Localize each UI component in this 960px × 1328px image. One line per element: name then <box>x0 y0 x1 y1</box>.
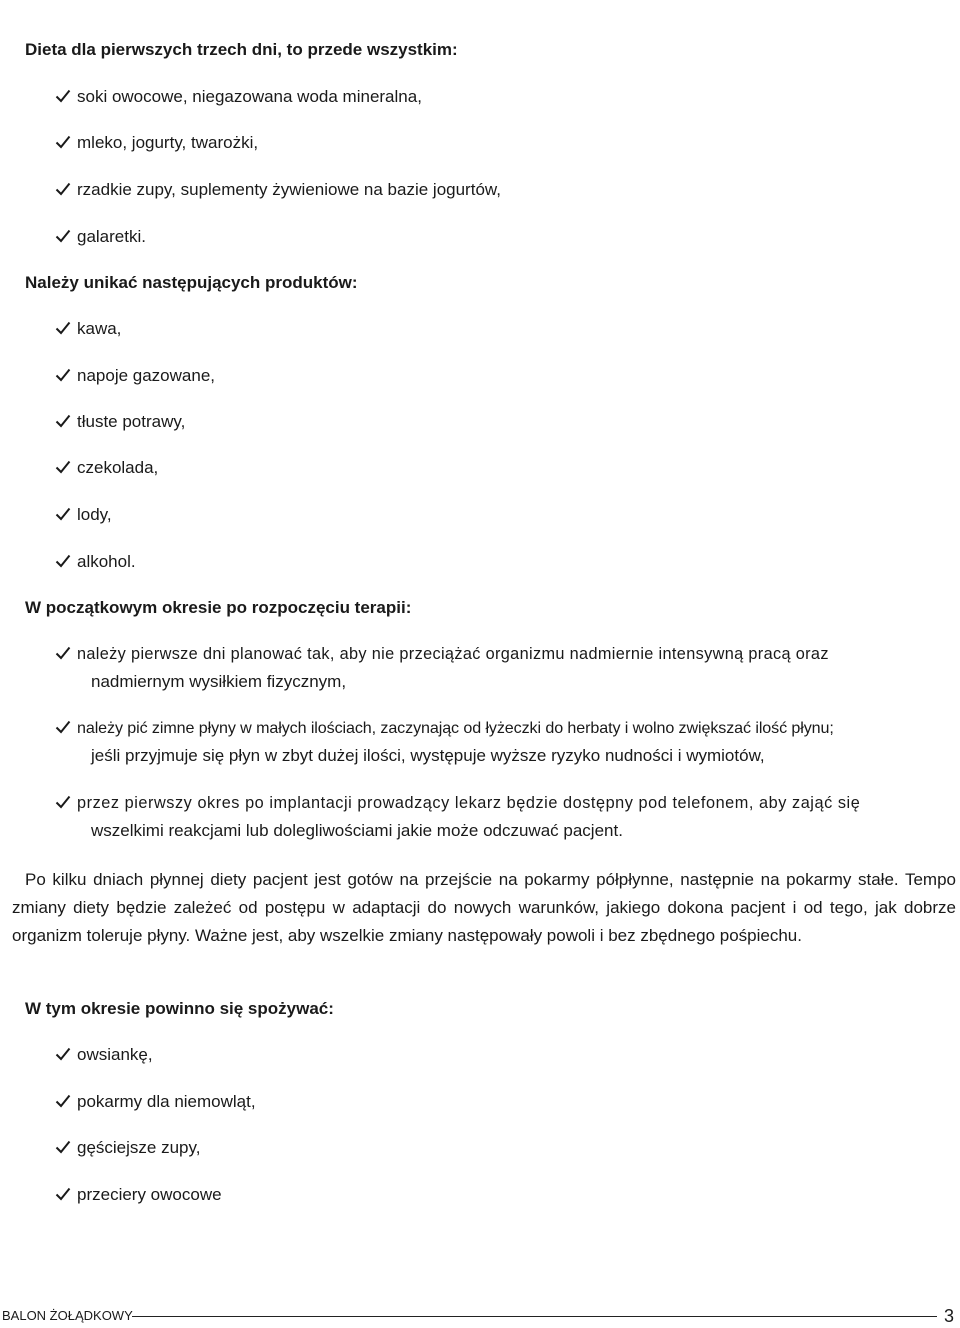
check-icon <box>55 1186 71 1202</box>
list-item-text: należy pierwsze dni planować tak, aby nie przeciążać organizmu nadmiernie intensywną pracą oraz <box>77 645 829 663</box>
list-item-text: galaretki. <box>77 227 146 246</box>
check-icon <box>55 88 71 104</box>
list-item <box>55 1137 200 1159</box>
list-item-text: alkohol. <box>77 552 136 571</box>
list-item <box>55 365 215 387</box>
list-item <box>55 643 829 665</box>
list-item-text: soki owocowe, niegazowana woda mineralna, <box>77 87 422 106</box>
list-item-text: czekolada, <box>77 458 159 477</box>
check-icon <box>55 459 71 475</box>
section-heading-initial-period: W początkowym okresie po rozpoczęciu terapii: <box>25 598 412 617</box>
check-icon <box>55 134 71 150</box>
list-item <box>55 132 258 154</box>
check-icon <box>55 413 71 429</box>
list-item-text: napoje gazowane, <box>77 366 216 385</box>
list-item-text: tłuste potrawy, <box>77 412 186 431</box>
check-icon <box>55 719 71 735</box>
list-item <box>55 504 112 526</box>
check-icon <box>55 181 71 197</box>
check-icon <box>55 506 71 522</box>
body-paragraph: Po kilku dniach płynnej diety pacjent jest gotów na przejście na pokarmy półpłynne, następnie na pokarmy stałe. Tempo zmiany diety będzie zależeć od postępu w adaptacji do nowych warunków, jakiego dokona pacjent i od tego, jak dobrze organizm toleruje płyny. Ważne jest, aby wszelkie zmiany następowały powoli i bez zbędnego pośpiechu. <box>12 870 956 945</box>
check-icon <box>55 367 71 383</box>
list-item <box>55 226 146 248</box>
list-item <box>55 1044 153 1066</box>
check-icon <box>55 645 71 661</box>
list-item-continuation: wszelkimi reakcjami lub dolegliwościami jakie może odczuwać pacjent. <box>91 821 623 840</box>
list-item-text: należy pić zimne płyny w małych ilościach, zaczynając od łyżeczki do herbaty i wolno zwiększać ilość płynu; <box>77 719 834 737</box>
list-item <box>55 457 158 479</box>
page-number: 3 <box>944 1306 955 1326</box>
check-icon <box>55 320 71 336</box>
list-item-text: kawa, <box>77 319 122 338</box>
list-item <box>55 551 136 573</box>
list-item-text: owsiankę, <box>77 1045 153 1064</box>
list-item-text: mleko, jogurty, twarożki, <box>77 133 259 152</box>
list-item <box>55 86 422 108</box>
list-item-continuation: nadmiernym wysiłkiem fizycznym, <box>91 672 347 691</box>
list-item <box>55 792 860 814</box>
section-heading-should-eat: W tym okresie powinno się spożywać: <box>25 999 334 1018</box>
check-icon <box>55 794 71 810</box>
section-heading-avoid: Należy unikać następujących produktów: <box>25 273 358 292</box>
page-footer <box>0 1304 960 1328</box>
footer-rule <box>132 1316 937 1317</box>
list-item <box>55 1184 222 1206</box>
list-item <box>55 179 501 201</box>
list-item-text: rzadkie zupy, suplementy żywieniowe na bazie jogurtów, <box>77 180 501 199</box>
list-item-text: pokarmy dla niemowląt, <box>77 1092 256 1111</box>
list-item-text: przeciery owocowe <box>77 1185 222 1204</box>
check-icon <box>55 553 71 569</box>
check-icon <box>55 1139 71 1155</box>
list-item-text: przez pierwszy okres po implantacji prowadzący lekarz będzie dostępny pod telefonem, aby zająć się <box>77 794 861 812</box>
check-icon <box>55 1093 71 1109</box>
list-item-continuation: jeśli przyjmuje się płyn w zbyt dużej ilości, występuje wyższe ryzyko nudności i wymiotów, <box>91 746 765 765</box>
check-icon <box>55 228 71 244</box>
list-item-text: gęściejsze zupy, <box>77 1138 201 1157</box>
section-heading-first-days: Dieta dla pierwszych trzech dni, to przede wszystkim: <box>25 40 458 59</box>
list-item <box>55 318 121 340</box>
list-item <box>55 411 185 433</box>
check-icon <box>55 1046 71 1062</box>
list-item <box>55 717 834 739</box>
footer-title: BALON ŻOŁĄDKOWY <box>2 1308 133 1323</box>
list-item <box>55 1091 256 1113</box>
list-item-text: lody, <box>77 505 112 524</box>
